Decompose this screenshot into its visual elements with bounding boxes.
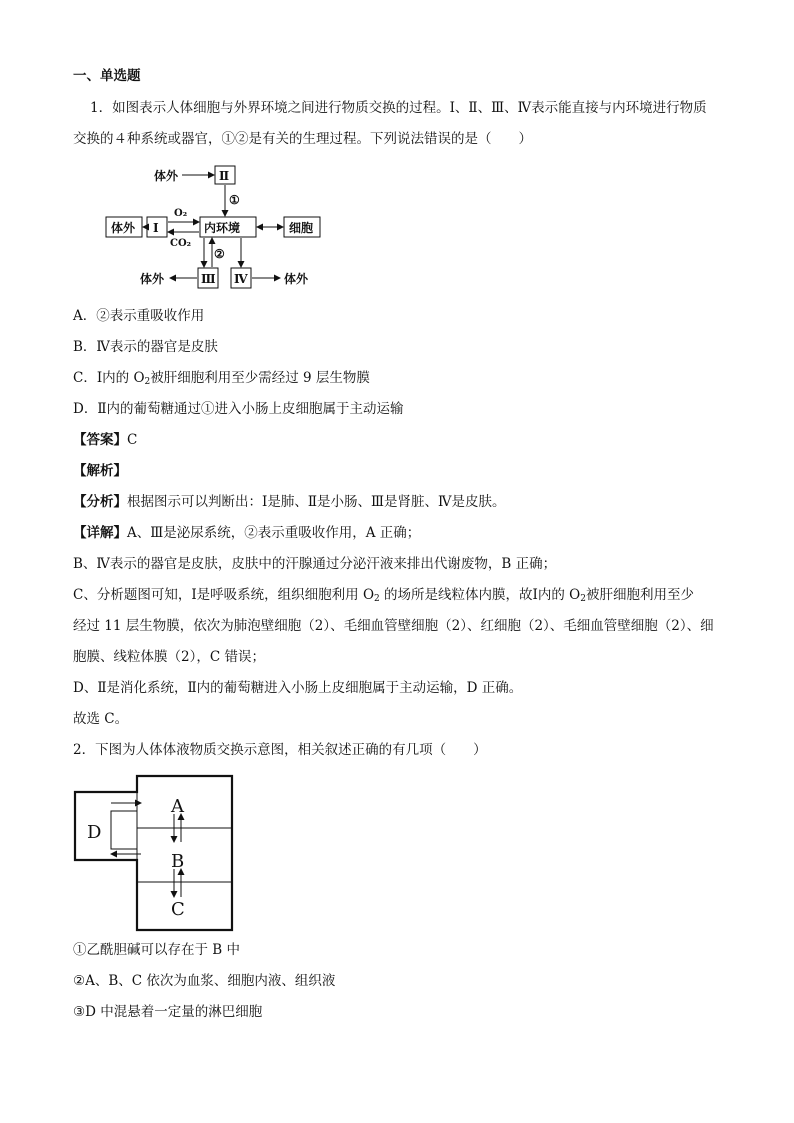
xiangjie-c-text-2: 的场所是线粒体内膜，故Ⅰ内的 O [379, 587, 581, 603]
xiangjie-d: D、Ⅱ是消化系统，Ⅱ内的葡萄糖进入小肠上皮细胞属于主动运输，D 正确。 [73, 680, 523, 696]
diagram-box-II: Ⅱ [219, 169, 230, 183]
diagram-label-outside-left: 体外 [111, 221, 136, 235]
question-1-stem-line2: 交换的４种系统或器官，①②是有关的生理过程。下列说法错误的是（ ） [73, 131, 532, 147]
option-b: B．Ⅳ表示的器官是皮肤 [73, 339, 218, 355]
statement-2: ②A、B、C 依次为血浆、细胞内液、组织液 [73, 973, 336, 989]
section-title: 一、单选题 [73, 68, 141, 84]
xiangjie-tag: 【详解】 [73, 525, 127, 541]
diagram-mark-1: ① [229, 193, 240, 207]
diagram2-label-A: A [171, 796, 184, 817]
diagram-label-outside-bottom-right: 体外 [284, 272, 309, 286]
diagram2-label-C: C [171, 899, 185, 920]
diagram-label-co2: CO₂ [170, 238, 192, 249]
xiangjie-c-line2: 经过 11 层生物膜，依次为肺泡壁细胞（2）、毛细血管壁细胞（2）、红细胞（2）、毛细血管壁细胞（2）、细 [73, 618, 714, 634]
fenxi-text: 根据图示可以判断出：Ⅰ是肺、Ⅱ是小肠、Ⅲ是肾脏、Ⅳ是皮肤。 [127, 494, 506, 510]
question-1-stem-line1: 1．如图表示人体细胞与外界环境之间进行物质交换的过程。Ⅰ、Ⅱ、Ⅲ、Ⅳ表示能直接与内环境进行物质 [90, 100, 707, 116]
xiangjie-b: B、Ⅳ表示的器官是皮肤，皮肤中的汗腺通过分泌汗液来排出代谢废物，B 正确； [73, 556, 557, 572]
option-d: D．Ⅱ内的葡萄糖通过①进入小肠上皮细胞属于主动运输 [73, 401, 404, 417]
question-2-stem: 2．下图为人体体液物质交换示意图，相关叙述正确的有几项（ ） [73, 742, 487, 758]
statement-1: ①乙酰胆碱可以存在于 B 中 [73, 942, 241, 958]
xiangjie-c-line3: 胞膜、线粒体膜（2），C 错误； [73, 649, 265, 665]
xiangjie-c-text-3: 被肝细胞利用至少 [585, 587, 694, 603]
question-2-diagram [70, 772, 240, 932]
option-c-text-1: C．Ⅰ内的 O [73, 370, 145, 386]
question-1-diagram [100, 158, 340, 293]
statement-3: ③D 中混悬着一定量的淋巴细胞 [73, 1004, 263, 1020]
xiangjie-a [73, 523, 420, 543]
analysis-tag: 【解析】 [73, 463, 127, 479]
diagram-label-outside-bottom-left: 体外 [140, 272, 165, 286]
diagram2-label-D: D [87, 822, 102, 843]
fenxi-tag: 【分析】 [73, 494, 127, 510]
diagram-box-III: Ⅲ [201, 272, 216, 286]
option-c [73, 368, 370, 392]
diagram-box-IV: Ⅳ [234, 272, 248, 286]
answer [73, 430, 137, 450]
diagram-box-inner-environment: 内环境 [204, 221, 241, 235]
option-c-text-2: 被肝细胞利用至少需经过 9 层生物膜 [150, 370, 370, 386]
answer-tag: 【答案】 [73, 432, 127, 448]
option-c-sub: 2 [144, 377, 151, 387]
xiangjie-c-text-1: C、分析题图可知，Ⅰ是呼吸系统，组织细胞利用 O [73, 587, 375, 603]
xiangjie-c-line1 [73, 585, 694, 609]
xiangjie-c-sub-2: 2 [580, 594, 586, 604]
xiangjie-a-text: A、Ⅲ是泌尿系统，②表示重吸收作用，A 正确； [127, 525, 421, 541]
option-a: A．②表示重吸收作用 [73, 308, 205, 324]
diagram2-label-B: B [171, 851, 185, 872]
xiangjie-c-sub-1: 2 [374, 594, 380, 604]
diagram-mark-2: ② [214, 247, 225, 261]
diagram-label-o2: O₂ [174, 208, 188, 219]
diagram-box-I: Ⅰ [153, 221, 159, 235]
conclusion: 故选 C。 [73, 711, 129, 727]
answer-value: C [127, 432, 138, 448]
diagram-label-outside-top: 体外 [154, 169, 179, 183]
fenxi [73, 492, 506, 512]
diagram-box-cell: 细胞 [289, 221, 314, 235]
